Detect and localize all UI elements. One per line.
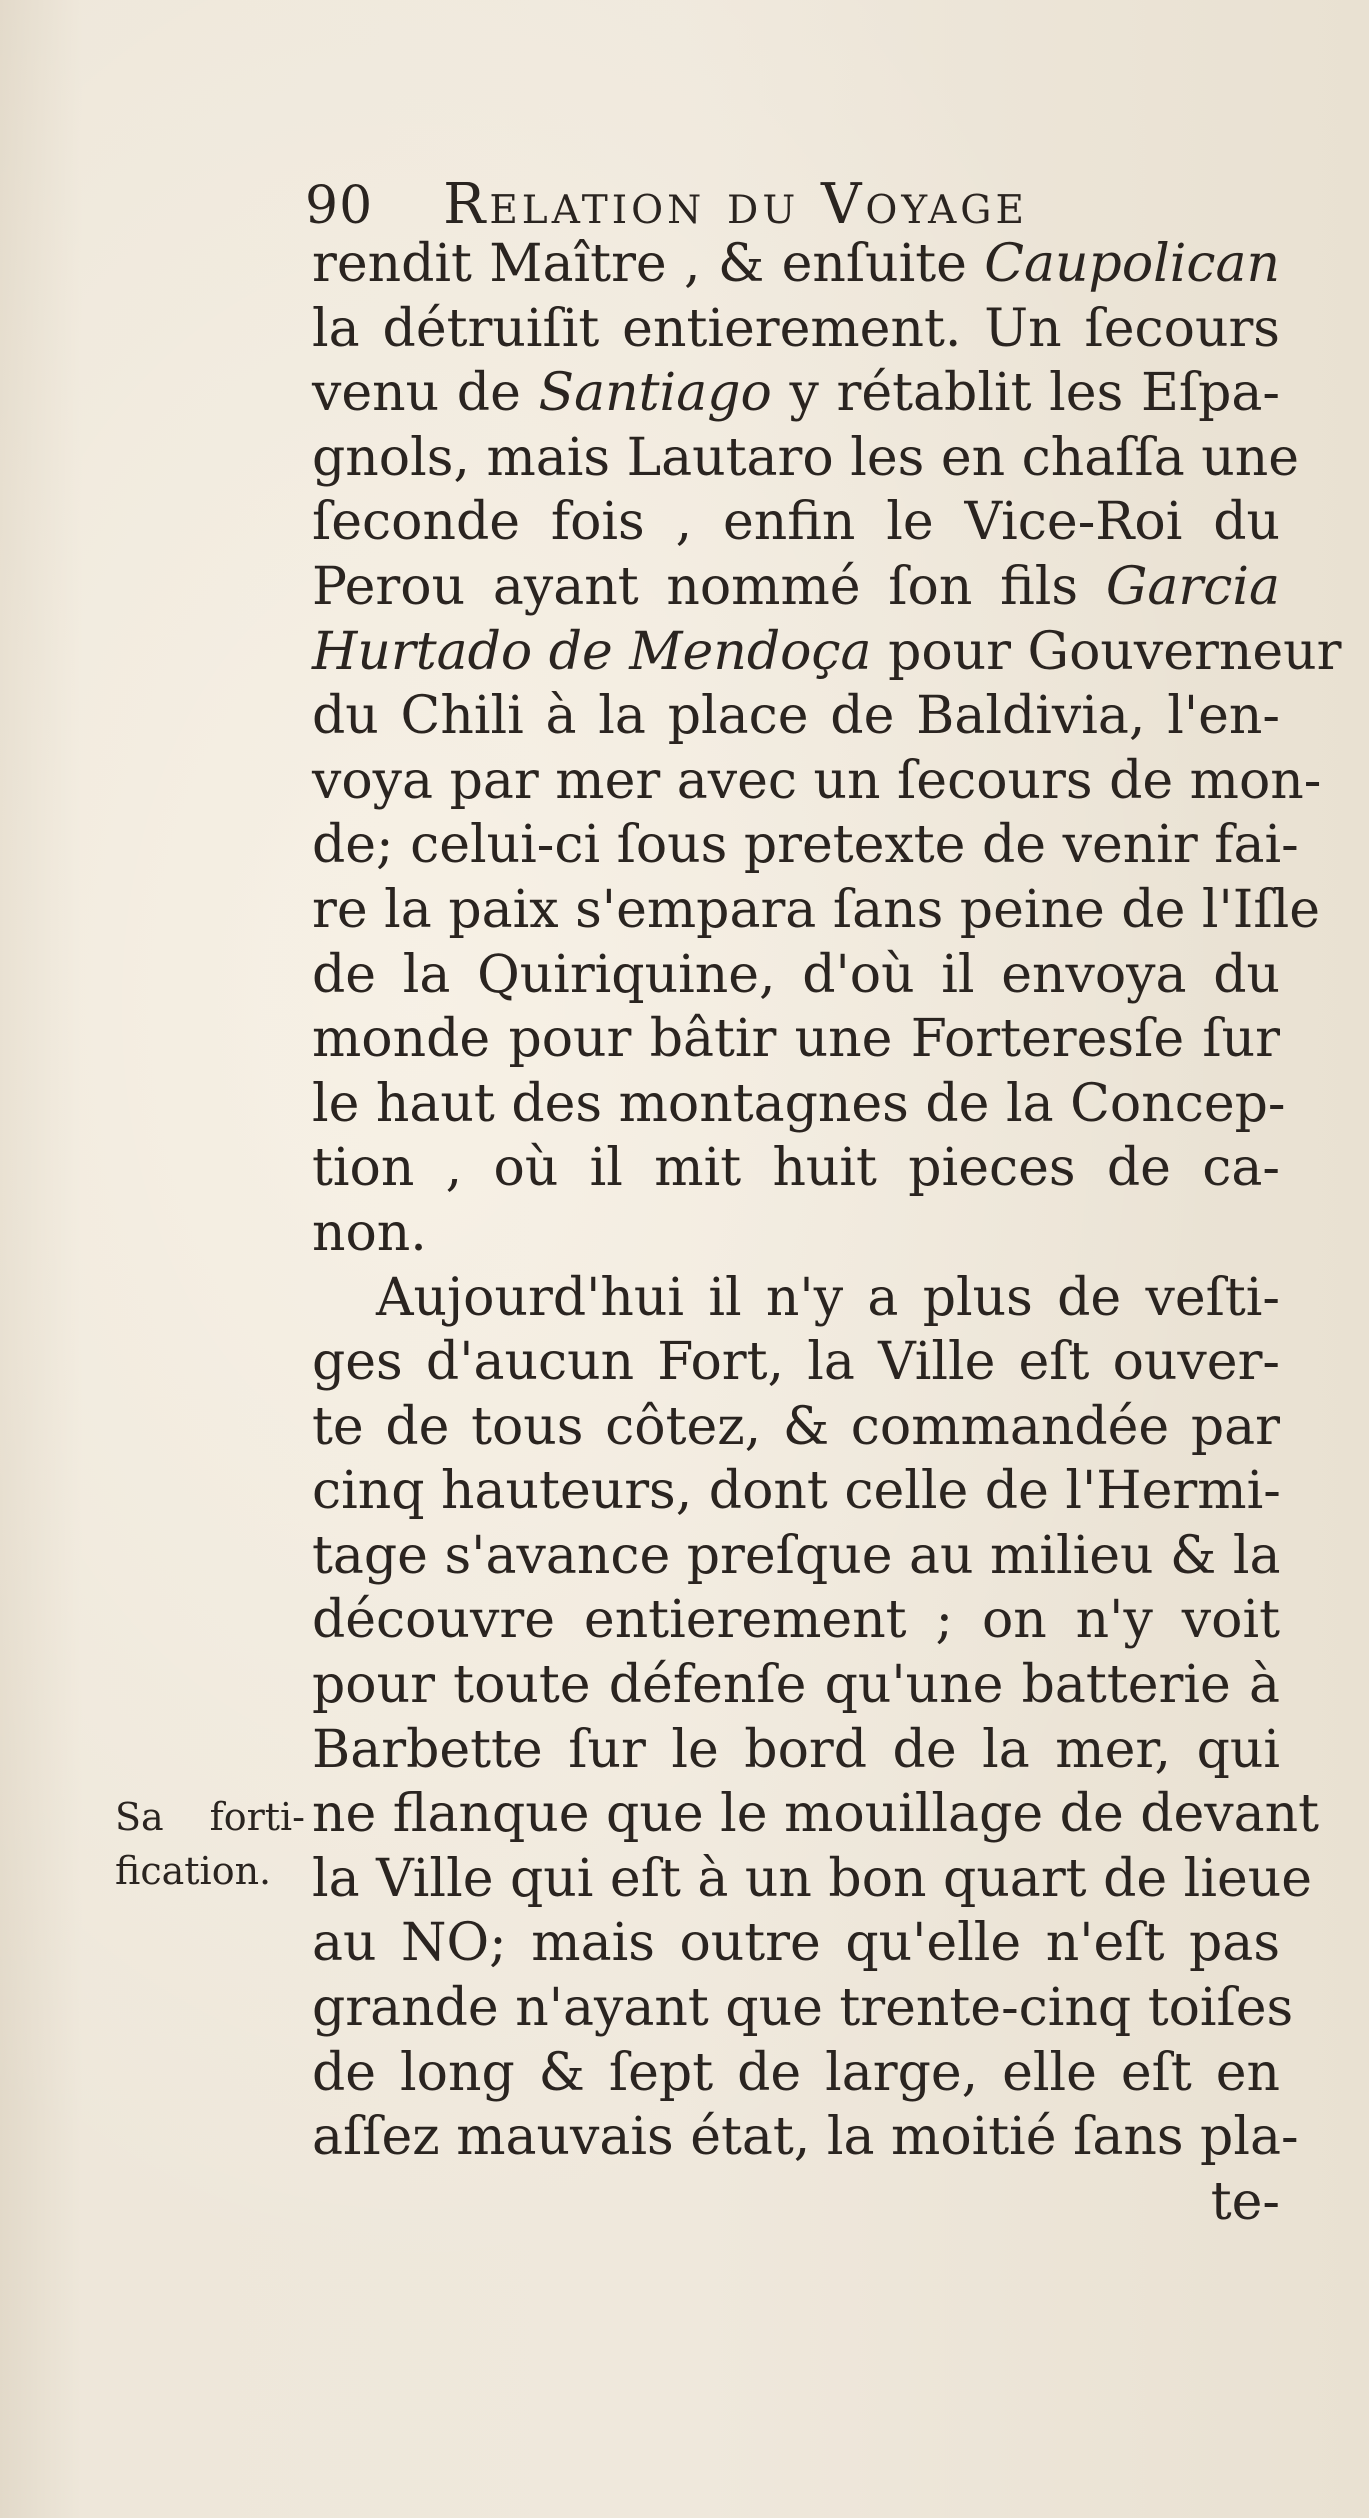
- text-line: cinq hauteurs, dont celle de l'Hermi-: [312, 1461, 1281, 1522]
- paragraph-start-line: Aujourd'hui il n'y a plus de veſti-: [376, 1267, 1280, 1328]
- marginal-note: [115, 1790, 305, 1898]
- catchword: te-: [1210, 2171, 1280, 2232]
- text-line: de long & ſept de large, elle eſt en: [312, 2042, 1280, 2103]
- text-line: gnols, mais Lautaro les en chaſſa une: [312, 427, 1300, 488]
- text-line: de la Quiriquine, d'où il envoya du: [312, 944, 1280, 1005]
- text-line: monde pour bâtir une Forteresſe ſur: [312, 1009, 1280, 1070]
- marginal-note-line: Sa forti-: [115, 1795, 305, 1839]
- text-line: Barbette ſur le bord de la mer, qui: [312, 1719, 1280, 1780]
- text-line: ne flanque que le mouillage de devant: [312, 1784, 1320, 1845]
- body-text: [312, 232, 1342, 2234]
- text-line: rendit Maître , & enſuite Caupolican: [312, 234, 1280, 294]
- text-line: re la paix s'empara ſans peine de l'Iſle: [312, 879, 1320, 940]
- marginal-note-line: fication.: [115, 1849, 272, 1893]
- text-line: découvre entierement ; on n'y voit: [312, 1590, 1280, 1651]
- text-line: la détruiſit entierement. Un ſecours: [312, 298, 1280, 359]
- text-line: tion , où il mit huit pieces de ca-: [312, 1138, 1280, 1199]
- text-line: te de tous côtez, & commandée par: [312, 1396, 1280, 1457]
- running-title: Relation du Voyage: [443, 172, 1028, 237]
- text-line: non.: [312, 1202, 427, 1263]
- text-line: le haut des montagnes de la Concep-: [312, 1073, 1286, 1134]
- text-line: ges d'aucun Fort, la Ville eſt ouver-: [312, 1332, 1280, 1393]
- text-line: la Ville qui eſt à un bon quart de lieue: [312, 1848, 1312, 1909]
- text-line: de; celui-ci ſous pretexte de venir fai-: [312, 815, 1299, 876]
- text-line: pour toute défenſe qu'une batterie à: [312, 1655, 1280, 1716]
- text-line: ſeconde fois , enfin le Vice-Roi du: [312, 492, 1280, 553]
- text-line: Hurtado de Mendoça pour Gouverneur: [312, 621, 1342, 682]
- text-line: Perou ayant nommé ſon fils Garcia: [312, 556, 1280, 617]
- text-line: voya par mer avec un ſecours de mon-: [312, 750, 1322, 811]
- text-line: au NO; mais outre qu'elle n'eſt pas: [312, 1913, 1280, 1974]
- text-line: tage s'avance preſque au milieu & la: [312, 1525, 1281, 1586]
- text-line: venu de Santiago y rétablit les Eſpa-: [312, 363, 1281, 424]
- text-line: aſſez mauvais état, la moitié ſans pla-: [312, 2107, 1299, 2168]
- text-line: du Chili à la place de Baldivia, l'en-: [312, 686, 1280, 747]
- page-number: 90: [305, 176, 374, 236]
- text-line: grande n'ayant que trente-cinq toiſes: [312, 1978, 1294, 2039]
